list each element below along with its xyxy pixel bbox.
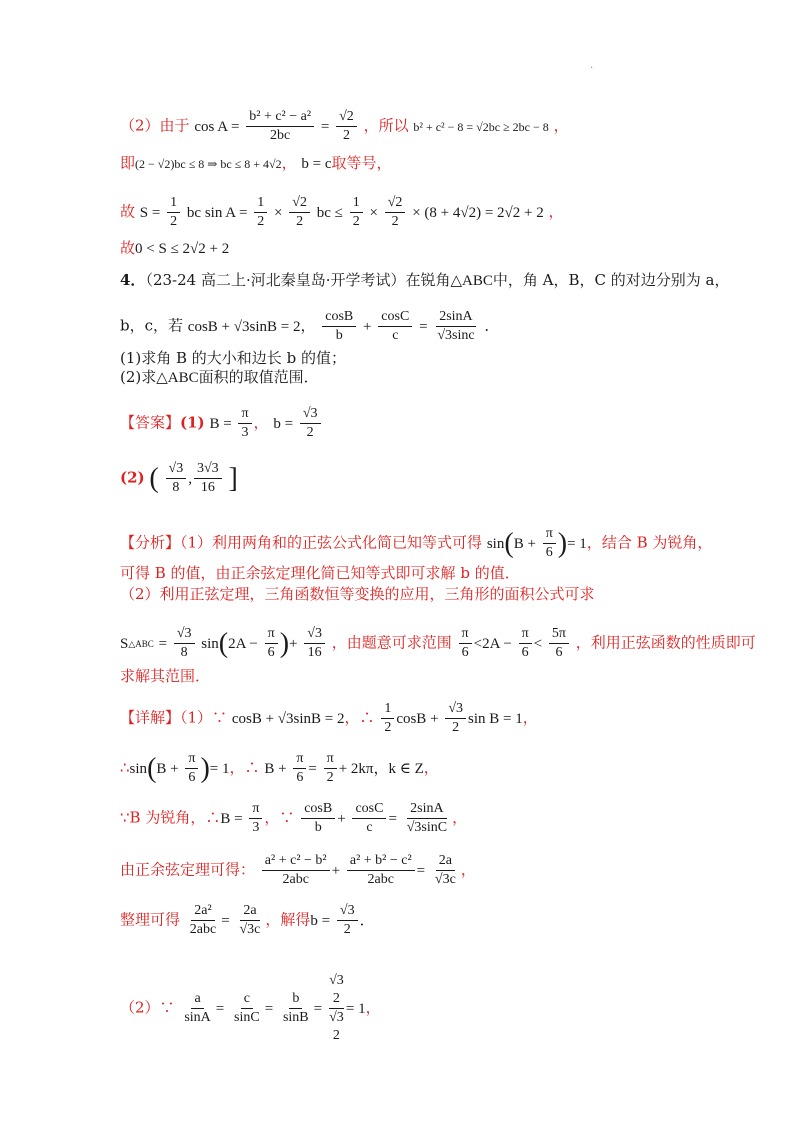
numerator: cosB [322,308,356,327]
text: b，c，若 [120,316,184,335]
fraction [432,852,459,889]
text: 即 [120,154,136,172]
fraction [249,800,262,837]
math: = [215,1000,225,1017]
numerator: π [459,625,472,644]
denominator: 2 [326,770,334,785]
denominator: 2 [296,214,304,229]
text: 面积的取值范围． [198,368,319,386]
numerator: π [249,800,262,819]
math: sin B = 1 [468,710,523,727]
text: ，∵ [264,808,295,827]
denominator: sinB [282,1010,309,1025]
numerator: 2sinA [407,800,446,819]
math: b = [273,415,294,432]
denominator: 2 [343,922,351,937]
fraction [265,625,278,662]
denominator: b [314,820,322,835]
numerator: b² + c² − a² [246,108,314,127]
math: = [158,635,168,652]
text: （1）利用两角和的正弦公式化简已知等式可得 [180,533,483,552]
numerator: a² + c² − b² [262,852,330,871]
text: (2)求 [120,368,157,386]
answer-line-1 [120,405,690,442]
text: ，解得 [265,910,311,929]
text: ， [548,202,564,221]
math: = 1 [567,535,587,552]
text: 由正余弦定理可得： [120,860,256,879]
math: △ABC [450,273,493,289]
math: = 1 [209,760,230,777]
denominator: √3c [434,872,456,887]
denominator: 8 [172,480,180,495]
numerator: 1 [381,700,394,719]
fraction [324,750,337,787]
math: cosB + √3sinB = 2 [231,710,345,727]
numerator: 2sinA [436,308,475,327]
solution-line-3 [120,194,690,231]
fraction [262,852,330,889]
numerator: √3 [174,625,195,644]
left-paren: ( [147,752,157,784]
text: ． [484,316,500,335]
fraction [304,625,325,662]
denominator: √3c [239,922,261,937]
detail-line-1 [120,700,690,737]
denominator: c [366,820,373,835]
math: <2A − [473,635,512,652]
fraction [280,990,312,1027]
left-paren: ( [504,527,514,559]
denominator: sinC [234,1010,260,1025]
left-paren: ( [218,627,229,659]
fraction [519,625,532,662]
math: B + [156,760,179,777]
analysis-line-1 [120,525,713,562]
math: + [331,862,341,879]
fraction [434,308,477,345]
denominator: 2 [170,214,178,229]
math: cos A = [194,118,240,135]
numerator: 1 [350,194,363,213]
fraction [337,902,358,939]
numerator: √3 [300,405,321,424]
denominator: 6 [461,645,469,660]
right-bracket: ] [228,462,238,494]
math: = [308,760,317,777]
fraction [336,108,357,145]
numerator: π [293,750,306,769]
math: B + [264,760,287,777]
math: 0 < S ≤ 2√2 + 2 [135,241,230,257]
fraction [181,990,213,1027]
math: sin [129,760,148,777]
text: (2) [120,468,145,487]
question-number: 4． [120,271,146,289]
text: (1) [180,413,205,432]
numerator: √3 [337,902,358,921]
numerator: π [519,625,532,644]
fraction [300,405,321,442]
math: < [533,635,543,652]
question-source: （23-24 高二上·河北秦皇岛·开学考试） [145,271,406,289]
denominator-bottom: 2 [332,1028,340,1043]
text: （2）由于 [120,116,190,135]
math: (2 − √2)bc ≤ 8 ⇒ bc ≤ 8 + 4√2 [135,157,282,171]
numerator-bottom: 2 [329,990,344,1009]
numerator: √2 [336,108,357,127]
text: ，∴ [344,708,375,727]
numerator: π [265,625,278,644]
detail-line-3 [120,800,690,837]
text: ， [281,154,297,172]
numerator: 1 [167,194,180,213]
text: ，所以 [363,116,409,135]
fraction [445,700,466,737]
numerator: c [241,990,253,1009]
numerator: π [238,405,251,424]
fraction [381,700,394,737]
detail-line-4 [120,852,690,889]
denominator: 6 [296,770,304,785]
numerator: π [324,750,337,769]
question-4-line-1 [120,270,730,291]
question-part-1: (1)求角 B 的大小和边长 b 的值； [120,349,346,367]
math: = 1 [345,1000,366,1017]
text: ， [300,316,316,335]
denominator: 6 [188,770,196,785]
math: × [369,204,378,221]
numerator: 2a² [191,902,214,921]
solution-line-4 [120,238,690,259]
numerator: 5π [549,625,569,644]
fraction [352,800,386,837]
fraction [378,308,412,345]
math: △ABC [156,370,199,386]
denominator: 2bc [270,128,291,143]
math: × (8 + 4√2) = 2√2 + 2 [412,204,544,221]
text: ， [365,998,381,1017]
text: 取等号， [331,154,392,172]
numerator: cosB [301,800,335,819]
math: k ∈ Z [388,760,424,777]
numerator: 2a [436,852,455,871]
solution-line-2 [120,153,690,174]
detail-line-5 [120,902,690,939]
math: bc sin A = [186,204,248,221]
denominator: 2 [257,214,265,229]
left-paren: ( [149,462,159,494]
fraction [322,308,356,345]
numerator: π [185,750,198,769]
denominator: sinA [184,1010,211,1025]
math: × [274,204,283,221]
question-4-line-2 [120,308,690,345]
text: （1）∵ [180,708,228,727]
math: cosB + [396,710,439,727]
math: B = [220,810,243,827]
numerator: 3√3 [194,460,222,479]
denominator: c [392,328,399,343]
math: + [337,810,346,827]
fraction [549,625,569,662]
right-paren: ) [557,527,568,559]
fraction [254,194,267,231]
denominator: 2 [452,720,460,735]
fraction [185,750,198,787]
math: = [320,118,330,135]
text: ，结合 B 为锐角， [586,533,713,552]
math: b = [310,912,331,929]
denominator: 2 [342,128,350,143]
math: = [264,1000,274,1017]
denominator: 6 [545,545,553,560]
math: b² + c² − 8 = √2bc ≥ 2bc − 8 [413,119,549,134]
text: ， [253,413,269,432]
text: ∵B 为锐角，∴ [120,808,221,827]
math: + [289,635,298,652]
fraction [236,902,263,939]
text: ， [423,758,439,777]
text: 在锐角 [405,271,451,289]
math: bc ≤ [316,204,343,221]
denominator: √3sinC [406,820,448,835]
numerator: √2 [289,194,310,213]
numerator-top: √3 [329,973,344,988]
fraction [404,800,450,837]
numerator: √2 [385,194,406,213]
fraction [187,902,219,939]
compound-fraction [329,972,344,1045]
solution-line-1 [120,108,690,145]
text: ， [460,860,476,879]
math: sin [201,635,219,652]
math: = [416,862,426,879]
denominator: 16 [200,480,215,495]
text: （2）∵ [120,998,175,1017]
numerator: cosC [352,800,386,819]
denominator-top: √3 [329,1010,344,1025]
subscript: △ABC [128,638,154,649]
denominator: 2 [391,214,399,229]
text: 故 [120,239,136,257]
denominator: 2 [352,214,360,229]
answer-tag: 【答案】 [120,413,181,432]
analysis-tag: 【分析】 [120,533,181,552]
numerator: √3 [166,460,187,479]
numerator: a [191,990,203,1009]
math: cosB + √3sinB = 2 [187,318,301,335]
fraction [543,525,556,562]
numerator: √3 [304,625,325,644]
analysis-line-3: （2）利用正弦定理，三角函数恒等变换的应用，三角形的面积公式可求 [120,585,595,603]
denominator: √3sinc [437,328,475,343]
fraction [459,625,472,662]
fraction [167,194,180,231]
math: = [221,912,230,929]
fraction [385,194,406,231]
text: ，利用正弦函数的性质即可 [575,633,756,652]
denominator: b [335,328,343,343]
denominator: 2 [384,720,392,735]
text: ∴ [120,758,130,777]
math: = [388,810,397,827]
math: b = c [301,156,332,172]
fraction [166,460,187,497]
denominator: 6 [555,645,563,660]
fraction [289,194,310,231]
math: B = [209,415,232,432]
fraction [174,625,195,662]
question-part-2 [120,367,690,388]
numerator: 2a [240,902,259,921]
math: S = [139,204,161,221]
denominator: 2abc [189,922,217,937]
right-paren: ) [200,752,210,784]
fraction [347,852,415,889]
denominator: 6 [521,645,529,660]
denominator: 2abc [367,872,394,887]
math: sin [486,535,505,552]
numerator: a² + b² − c² [347,852,415,871]
math: + [363,318,372,335]
denominator: 3 [241,425,249,440]
text: ， [452,808,468,827]
text: ， [522,708,538,727]
math: + 2kπ， [338,760,389,777]
analysis-line-5: 求解其范围． [120,667,211,685]
denominator: 2 [306,425,314,440]
math: = [419,318,428,335]
answer-line-2 [120,460,690,497]
math: B + [513,535,536,552]
fraction [350,194,363,231]
denominator: 6 [267,645,275,660]
analysis-line-4 [120,625,756,662]
text: ，∴ [229,758,260,777]
denominator: 16 [307,645,322,660]
math: 2A − [228,635,258,652]
detail-line-6 [120,972,690,1045]
analysis-line-2: 可得 B 的值，由正余弦定理化简已知等式即可求解 b 的值． [120,564,520,582]
numerator: 1 [254,194,267,213]
text: 故 [120,202,136,221]
detail-tag: 【详解】 [120,708,181,727]
math: , [188,470,192,487]
text: 中，角 A，B，C 的对边分别为 a， [492,271,730,289]
fraction [231,990,263,1027]
denominator: 8 [180,645,188,660]
fraction [246,108,314,145]
numerator: cosC [378,308,412,327]
fraction [293,750,306,787]
numerator: π [543,525,556,544]
fraction [301,800,335,837]
numerator: √3 [445,700,466,719]
detail-line-2 [120,750,690,787]
right-paren: ) [279,627,290,659]
denominator: 2abc [282,872,309,887]
text: ， [553,116,569,135]
math: S [120,635,129,652]
text: 整理可得 [120,910,181,929]
denominator: 3 [252,820,260,835]
text: ，由题意可求范围 [331,633,452,652]
math: = [313,1000,323,1017]
numerator: b [289,990,302,1009]
page-dot: . [590,60,594,71]
fraction [194,460,222,497]
fraction [238,405,251,442]
math: ． [359,912,375,929]
